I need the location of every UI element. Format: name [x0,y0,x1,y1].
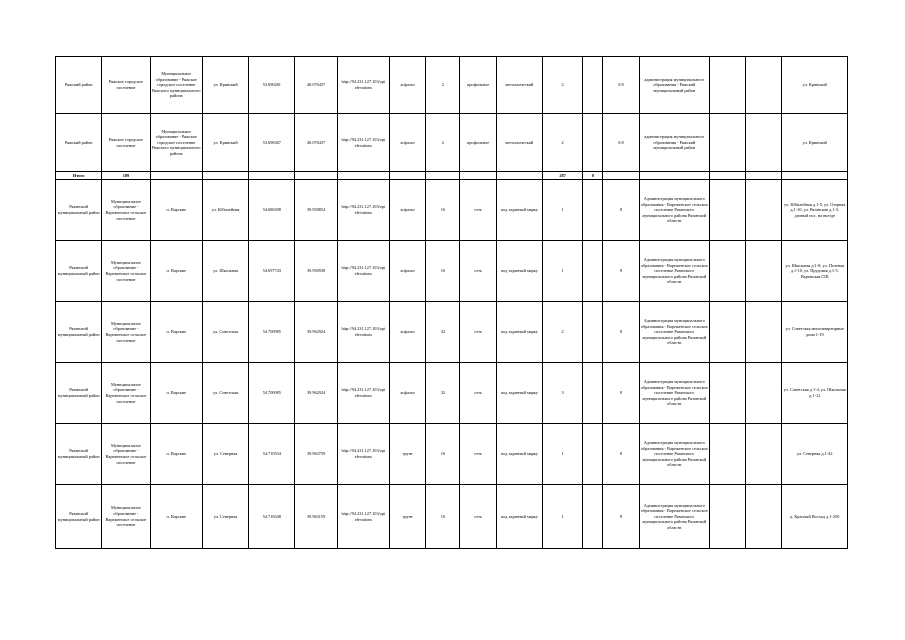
cell-fence: под заданный марку [496,302,542,363]
cell-sources: ул. Кривский [782,57,848,114]
cell-containers: 2 [542,302,582,363]
cell-operator: Администрация муниципального образования - Вареженское сельское поселение Рязанского муниципального района Рязанской области [639,302,709,363]
table-row [56,424,848,485]
cell-empty [202,172,248,180]
table-row [56,302,848,363]
cell-fence: под заданный марку [496,180,542,241]
cell-material: профильное [460,114,496,172]
cell-empty [583,363,603,424]
cell-volume: 8 [603,485,639,549]
table-body [56,57,848,549]
cell-empty [583,424,603,485]
cell-containers: 2 [542,57,582,114]
cell-containers: 1 [542,485,582,549]
total-count: 189 [102,172,150,180]
cell-latitude: 53.690281 [249,57,295,114]
cell-link: http://94.231.127.103/opi elevations [337,57,389,114]
cell-empty [460,172,496,180]
registry-table [55,56,848,549]
cell-fence: под заданный марку [496,241,542,302]
cell-empty [746,180,782,241]
cell-surface: грунт [390,424,426,485]
cell-containers: 1 [542,241,582,302]
cell-empty [710,241,746,302]
cell-empty [746,57,782,114]
cell-empty [249,172,295,180]
cell-locality: п. Варские [150,302,202,363]
cell-empty [583,180,603,241]
cell-settlement: Муниципальное образование - Вареженское сельское поселение [102,241,150,302]
cell-containers: 1 [542,180,582,241]
cell-district: Рязанский муниципальный район [56,302,102,363]
cell-empty [746,485,782,549]
cell-settlement: Муниципальное образование - Вареженское сельское поселение [102,180,150,241]
cell-empty [746,172,782,180]
cell-material: сеть [460,180,496,241]
cell-settlement: Муниципальное образование - Вареженское сельское поселение [102,424,150,485]
cell-empty [746,241,782,302]
cell-link: http://94.231.127.103/opi elevations [337,485,389,549]
cell-district: Рязанский муниципальный район [56,424,102,485]
cell-volume: 8 [603,180,639,241]
cell-address: ул. Советская [202,363,248,424]
cell-fence: металлический [496,57,542,114]
cell-surface: асфальт [390,180,426,241]
cell-count: 32 [426,302,460,363]
cell-empty [710,114,746,172]
table-row [56,485,848,549]
cell-longitude: 39.963159 [295,485,337,549]
cell-empty [710,485,746,549]
total-row [56,172,848,180]
cell-sources: д. Красный Восход д.1-250 [782,485,848,549]
cell-surface: асфальт [390,241,426,302]
cell-fence: под заданный марку [496,424,542,485]
cell-empty [150,172,202,180]
cell-surface: асфальт [390,302,426,363]
cell-owner: Муниципальное образование - Ряжское городское поселение Ряжского муниципального района [150,57,202,114]
cell-settlement: Ряжское городское поселение [102,57,150,114]
table-row [56,241,848,302]
cell-address: ул. Северная [202,485,248,549]
cell-locality: п. Варские [150,180,202,241]
cell-empty [746,114,782,172]
cell-count: 16 [426,241,460,302]
cell-material: сеть [460,241,496,302]
cell-longitude: 39.950938 [295,241,337,302]
total-label: Итого [56,172,102,180]
cell-empty [710,424,746,485]
cell-address: ул. Кривский [202,114,248,172]
cell-address: ул. Советская [202,302,248,363]
cell-district: Рязанский муниципальный район [56,241,102,302]
cell-link: http://94.231.127.103/opi elevations [337,180,389,241]
cell-surface: асфальт [390,363,426,424]
cell-empty [746,363,782,424]
cell-address: ул. Северная [202,424,248,485]
cell-empty [603,172,639,180]
cell-empty [639,172,709,180]
cell-empty [337,172,389,180]
cell-operator: Администрация муниципального образования - Вареженское сельское поселение Рязанского муниципального района Рязанской области [639,241,709,302]
cell-empty [782,172,848,180]
cell-settlement: Муниципальное образование - Вареженское сельское поселение [102,485,150,549]
cell-volume: 0.8 [603,114,639,172]
cell-containers: 3 [542,363,582,424]
cell-count: 2 [426,57,460,114]
cell-volume: 8 [603,424,639,485]
cell-empty [583,57,603,114]
cell-locality: п. Варские [150,485,202,549]
cell-surface: асфальт [390,114,426,172]
cell-locality: п. Варские [150,424,202,485]
cell-latitude: 54.716548 [249,485,295,549]
cell-sources: ул. Школьная д.1-8, ул. Полевая д.1-10, ул. Прудовая д.1-5, Варежская СШ [782,241,848,302]
cell-latitude: 54.686398 [249,180,295,241]
cell-operator: Администрация муниципального образования - Вареженское сельское поселение Рязанского муниципального района Рязанской области [639,180,709,241]
cell-sources: ул. Юбилейная д.1-5, ул. Озерная д.1-10, ул. Рязанская д.1-3, дачный пос. на въезде [782,180,848,241]
cell-district: Ряжский район [56,114,102,172]
cell-material: сеть [460,302,496,363]
cell-sources: ул. Советская многоквартирные дома 1-19 [782,302,848,363]
cell-longitude: 39.962924 [295,302,337,363]
cell-settlement: Муниципальное образование - Вареженское сельское поселение [102,302,150,363]
cell-empty [583,302,603,363]
table-row [56,363,848,424]
cell-empty [710,172,746,180]
cell-fence: металлический [496,114,542,172]
cell-material: профильное [460,57,496,114]
cell-district: Ряжский район [56,57,102,114]
cell-empty [295,172,337,180]
cell-empty [746,302,782,363]
cell-operator: администрация муниципального образования - Ряжский муниципальный район [639,114,709,172]
cell-latitude: 54.697743 [249,241,295,302]
cell-containers: 2 [542,114,582,172]
cell-material: сеть [460,363,496,424]
cell-count: 16 [426,485,460,549]
cell-sources: ул. Северная д.1-42 [782,424,848,485]
cell-sources: ул. Советская д.1-4, ул. Школьная д.1-12 [782,363,848,424]
cell-link: http://94.231.127.103/opi elevations [337,302,389,363]
table-row [56,57,848,114]
cell-empty [426,172,460,180]
cell-empty [710,57,746,114]
cell-volume: 8 [603,302,639,363]
cell-district: Рязанский муниципальный район [56,485,102,549]
cell-empty [746,424,782,485]
cell-empty [496,172,542,180]
cell-empty [583,114,603,172]
table-row [56,180,848,241]
cell-volume: 0.8 [603,57,639,114]
cell-volume: 8 [603,363,639,424]
cell-surface: грунт [390,485,426,549]
cell-surface: асфальт [390,57,426,114]
cell-link: http://94.231.127.103/opi elevations [337,241,389,302]
cell-empty [583,241,603,302]
total-containers: 287 [542,172,582,180]
cell-longitude: 39.958854 [295,180,337,241]
cell-material: сеть [460,485,496,549]
cell-district: Рязанский муниципальный район [56,363,102,424]
cell-address: ул. Юбилейная [202,180,248,241]
cell-latitude: 54.700985 [249,363,295,424]
cell-sources: ул. Кривский [782,114,848,172]
cell-longitude: 40.076437 [295,114,337,172]
cell-latitude: 53.696367 [249,114,295,172]
cell-longitude: 40.076437 [295,57,337,114]
cell-volume: 8 [603,241,639,302]
cell-count: 2 [426,114,460,172]
cell-link: http://94.231.127.103/opi elevations [337,424,389,485]
cell-containers: 1 [542,424,582,485]
cell-operator: администрация муниципального образования - Ряжский муниципальный район [639,57,709,114]
cell-longitude: 39.963759 [295,424,337,485]
cell-empty [710,363,746,424]
cell-empty [390,172,426,180]
cell-latitude: 54.700985 [249,302,295,363]
cell-count: 16 [426,180,460,241]
cell-fence: под заданный марку [496,485,542,549]
cell-empty [583,485,603,549]
cell-locality: п. Варские [150,363,202,424]
cell-settlement: Муниципальное образование - Вареженское сельское поселение [102,363,150,424]
cell-locality: п. Варские [150,241,202,302]
cell-longitude: 39.962924 [295,363,337,424]
cell-district: Рязанский муниципальный район [56,180,102,241]
total-extra: 0 [583,172,603,180]
cell-operator: Администрация муниципального образования - Вареженское сельское поселение Рязанского муниципального района Рязанской области [639,485,709,549]
cell-settlement: Ряжское городское поселение [102,114,150,172]
cell-link: http://94.231.127.103/opi elevations [337,363,389,424]
cell-owner: Муниципальное образование - Ряжское городское поселение Ряжского муниципального района [150,114,202,172]
cell-operator: Администрация муниципального образования - Вареженское сельское поселение Рязанского муниципального района Рязанской области [639,363,709,424]
cell-link: http://94.231.127.103/opi elevations [337,114,389,172]
cell-count: 16 [426,424,460,485]
table-row [56,114,848,172]
cell-material: сеть [460,424,496,485]
cell-operator: Администрация муниципального образования - Вареженское сельское поселение Рязанского муниципального района Рязанской области [639,424,709,485]
cell-fence: под заданный марку [496,363,542,424]
cell-count: 32 [426,363,460,424]
cell-empty [710,180,746,241]
cell-empty [710,302,746,363]
cell-address: ул. Школьная [202,241,248,302]
cell-latitude: 54.710534 [249,424,295,485]
cell-address: ул. Кривский [202,57,248,114]
